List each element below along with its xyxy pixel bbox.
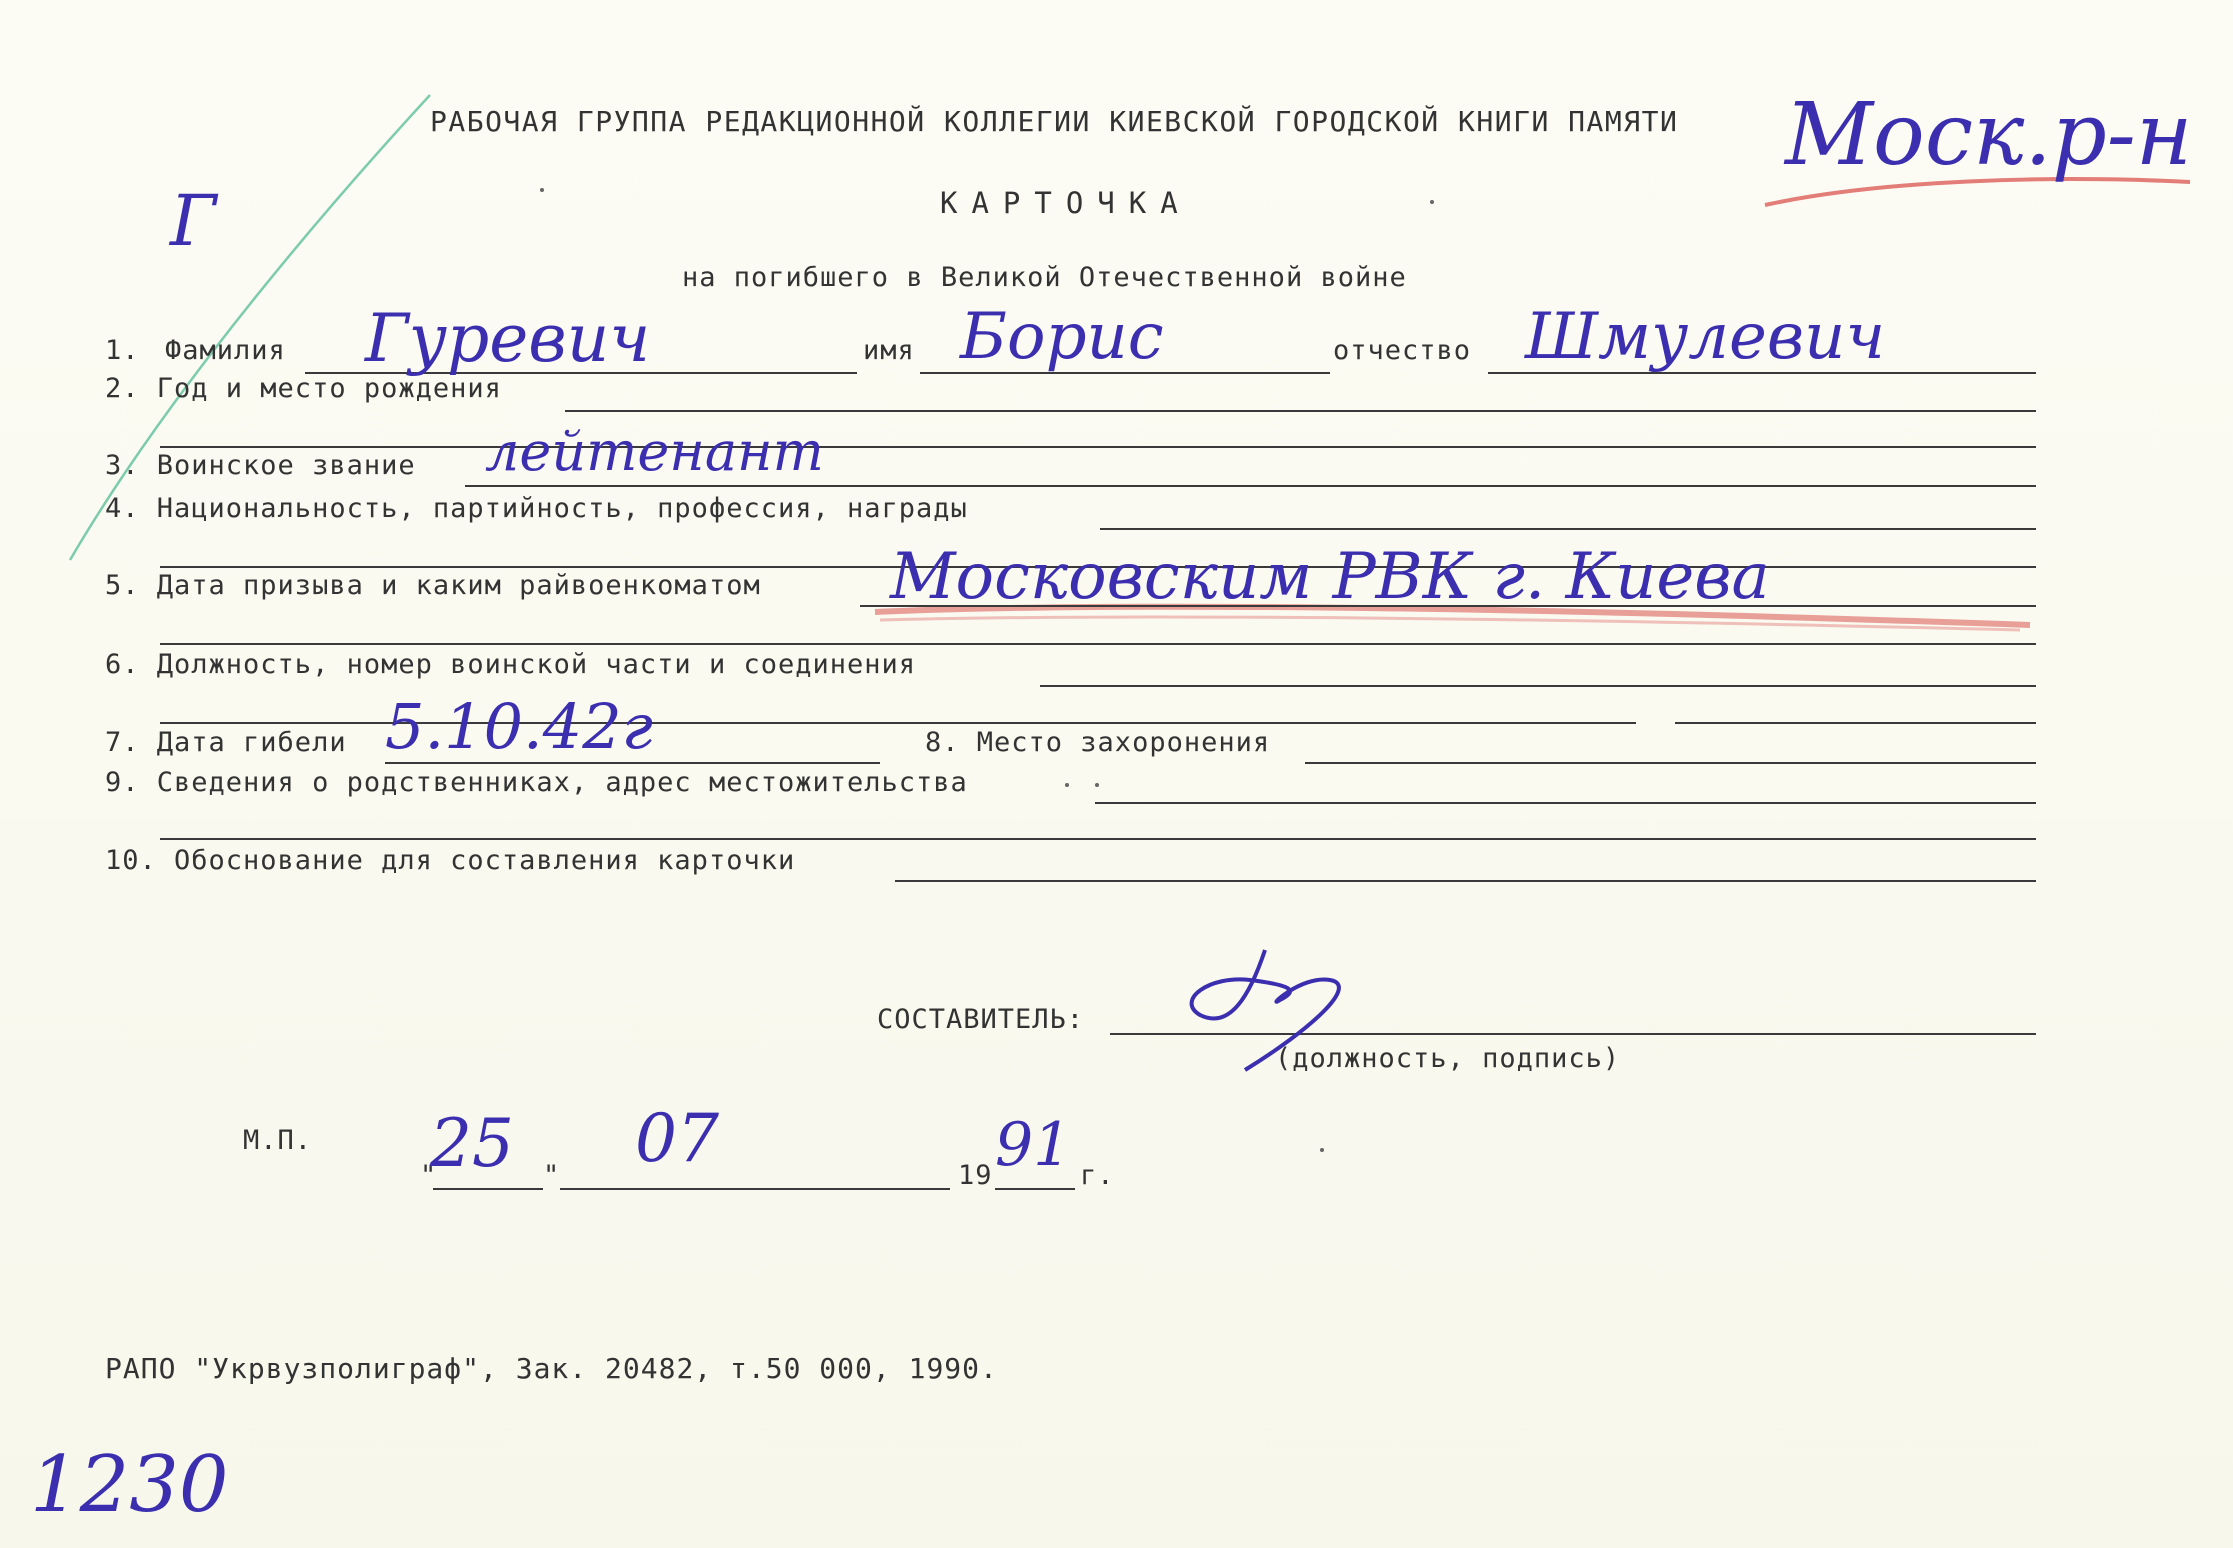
rank-value: лейтенант [485, 420, 824, 483]
date-quote-open: " [420, 1160, 438, 1191]
stamp-label: М.П. [243, 1125, 313, 1156]
paper-speck [1430, 200, 1434, 204]
date-quote-close: " [543, 1160, 561, 1191]
name-label: имя [863, 335, 915, 366]
year-prefix: 19 [958, 1160, 993, 1191]
card-header: РАБОЧАЯ ГРУППА РЕДАКЦИОННОЙ КОЛЛЕГИИ КИЕВСКОЙ ГОРОДСКОЙ КНИГИ ПАМЯТИ [430, 105, 1679, 138]
field-2-line-2 [160, 446, 2036, 448]
date-month-line [560, 1188, 950, 1190]
date-day-line [433, 1188, 543, 1190]
field-9-line [1095, 802, 2036, 804]
field-5-line-2 [160, 643, 2036, 645]
patronymic-label: отчество [1333, 335, 1472, 366]
date-day-value: 25 [430, 1105, 514, 1182]
field-9-label: 9. Сведения о родственниках, адрес местожительства [105, 767, 968, 798]
field-8-label: 8. Место захоронения [925, 727, 1271, 758]
field-3-label: 3. Воинское звание [105, 450, 416, 481]
field-10-line [895, 880, 2036, 882]
paper-speck [1065, 783, 1069, 787]
name-value: Борис [960, 300, 1164, 374]
date-year-line [995, 1188, 1075, 1190]
field-7-label: 7. Дата гибели [105, 727, 347, 758]
surname-label: Фамилия [165, 335, 286, 366]
paper-speck [1320, 1148, 1324, 1152]
field-2-label: 2. Год и место рождения [105, 373, 502, 404]
card-title: КАРТОЧКА [940, 186, 1192, 220]
compiler-signature [1170, 935, 1390, 1075]
card-subtitle: на погибшего в Великой Отечественной войне [682, 262, 1407, 293]
paper-speck [540, 188, 544, 192]
field-6-line-2 [160, 722, 1636, 724]
date-year-value: 91 [995, 1110, 1072, 1180]
field-1-number: 1. [105, 335, 140, 366]
patronymic-value: Шмулевич [1525, 300, 1886, 374]
paper-speck [1095, 783, 1099, 787]
field-2-line [565, 410, 2036, 412]
field-9-line-2 [160, 838, 2036, 840]
compiler-label: СОСТАВИТЕЛЬ: [877, 1004, 1085, 1035]
printer-footer: РАПО "Укрвузполиграф", Зак. 20482, т.50 000, 1990. [105, 1352, 998, 1385]
field-6-label: 6. Должность, номер воинской части и соединения [105, 649, 917, 680]
date-month-value: 07 [635, 1100, 719, 1177]
letter-mark: Г [170, 180, 217, 262]
field-4-label: 4. Национальность, партийность, профессия, награды [105, 493, 968, 524]
year-suffix: г. [1080, 1160, 1115, 1191]
enlistment-office-value: Московским РВК г. Киева [890, 540, 1770, 614]
death-date-value: 5.10.42г [385, 690, 653, 763]
field-6-line [1040, 685, 2036, 687]
page-number: 1230 [30, 1440, 229, 1530]
field-10-label: 10. Обоснование для составления карточки [105, 845, 796, 876]
field-8-line [1305, 762, 2036, 764]
field-6-line-3 [1675, 722, 2036, 724]
field-4-line [1100, 528, 2036, 530]
surname-value: Гуревич [365, 300, 651, 377]
field-3-line [465, 485, 2036, 487]
field-5-label: 5. Дата призыва и каким райвоенкоматом [105, 570, 761, 601]
compiler-hint: (должность, подпись) [1275, 1043, 1621, 1074]
corner-note: Моск.р-н [1785, 85, 2193, 185]
